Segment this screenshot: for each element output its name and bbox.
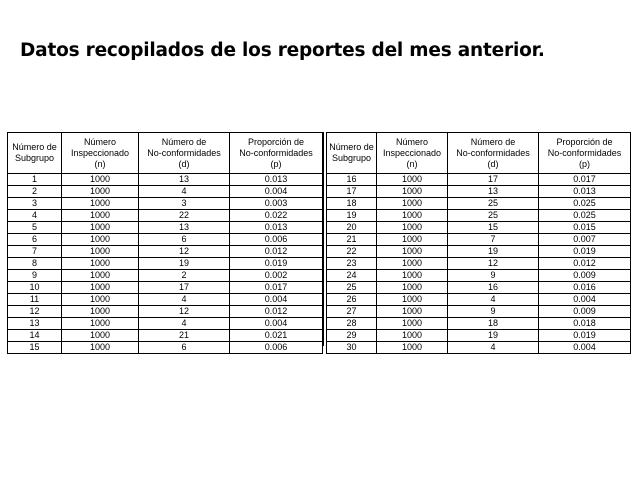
cell-subgroup: 17 bbox=[327, 186, 377, 198]
table-row bbox=[327, 246, 631, 258]
table-row bbox=[8, 174, 323, 186]
cell-subgroup: 18 bbox=[327, 198, 377, 210]
cell-inspected: 1000 bbox=[377, 342, 448, 354]
cell-proportion: 0.025 bbox=[539, 210, 631, 222]
table-row bbox=[8, 246, 323, 258]
header-subgroup: Número de Subgrupo bbox=[8, 133, 62, 174]
cell-inspected: 1000 bbox=[62, 294, 139, 306]
table-row bbox=[327, 234, 631, 246]
cell-proportion: 0.017 bbox=[230, 282, 323, 294]
header-inspected: Número Inspeccionado (n) bbox=[62, 133, 139, 174]
cell-nonconformities: 19 bbox=[448, 246, 539, 258]
cell-nonconformities: 17 bbox=[139, 282, 230, 294]
cell-subgroup: 28 bbox=[327, 318, 377, 330]
cell-subgroup: 21 bbox=[327, 234, 377, 246]
cell-subgroup: 10 bbox=[8, 282, 62, 294]
cell-nonconformities: 15 bbox=[448, 222, 539, 234]
cell-inspected: 1000 bbox=[62, 210, 139, 222]
header-proportion: Proporción de No-conformidades (p) bbox=[230, 133, 323, 174]
cell-subgroup: 3 bbox=[8, 198, 62, 210]
cell-nonconformities: 13 bbox=[139, 174, 230, 186]
cell-nonconformities: 25 bbox=[448, 210, 539, 222]
table-row bbox=[8, 330, 323, 342]
cell-subgroup: 5 bbox=[8, 222, 62, 234]
cell-proportion: 0.013 bbox=[230, 174, 323, 186]
cell-subgroup: 23 bbox=[327, 258, 377, 270]
cell-nonconformities: 6 bbox=[139, 234, 230, 246]
header-nonconformities: Número de No-conformidades (d) bbox=[448, 133, 539, 174]
cell-nonconformities: 19 bbox=[139, 258, 230, 270]
cell-subgroup: 16 bbox=[327, 174, 377, 186]
cell-inspected: 1000 bbox=[377, 174, 448, 186]
cell-nonconformities: 2 bbox=[139, 270, 230, 282]
cell-inspected: 1000 bbox=[62, 282, 139, 294]
cell-proportion: 0.013 bbox=[230, 222, 323, 234]
cell-inspected: 1000 bbox=[377, 186, 448, 198]
cell-subgroup: 12 bbox=[8, 306, 62, 318]
cell-subgroup: 22 bbox=[327, 246, 377, 258]
cell-inspected: 1000 bbox=[62, 270, 139, 282]
header-row bbox=[8, 133, 323, 174]
cell-subgroup: 25 bbox=[327, 282, 377, 294]
cell-inspected: 1000 bbox=[62, 186, 139, 198]
cell-proportion: 0.004 bbox=[230, 318, 323, 330]
cell-proportion: 0.003 bbox=[230, 198, 323, 210]
cell-proportion: 0.009 bbox=[539, 306, 631, 318]
table-row bbox=[327, 306, 631, 318]
cell-subgroup: 13 bbox=[8, 318, 62, 330]
cell-nonconformities: 12 bbox=[139, 246, 230, 258]
cell-inspected: 1000 bbox=[62, 246, 139, 258]
cell-subgroup: 8 bbox=[8, 258, 62, 270]
table-row bbox=[327, 210, 631, 222]
cell-inspected: 1000 bbox=[62, 342, 139, 354]
data-table-left bbox=[7, 132, 323, 354]
cell-subgroup: 11 bbox=[8, 294, 62, 306]
cell-nonconformities: 4 bbox=[139, 294, 230, 306]
cell-inspected: 1000 bbox=[62, 234, 139, 246]
table-row bbox=[8, 342, 323, 354]
header-row bbox=[327, 133, 631, 174]
cell-inspected: 1000 bbox=[377, 306, 448, 318]
table-row bbox=[8, 270, 323, 282]
cell-nonconformities: 13 bbox=[139, 222, 230, 234]
cell-proportion: 0.004 bbox=[230, 186, 323, 198]
cell-subgroup: 2 bbox=[8, 186, 62, 198]
cell-proportion: 0.002 bbox=[230, 270, 323, 282]
cell-inspected: 1000 bbox=[377, 210, 448, 222]
table-row bbox=[327, 258, 631, 270]
table-row bbox=[327, 294, 631, 306]
cell-proportion: 0.019 bbox=[539, 246, 631, 258]
table-row bbox=[8, 222, 323, 234]
cell-nonconformities: 4 bbox=[139, 186, 230, 198]
cell-nonconformities: 9 bbox=[448, 306, 539, 318]
cell-nonconformities: 22 bbox=[139, 210, 230, 222]
cell-nonconformities: 7 bbox=[448, 234, 539, 246]
cell-proportion: 0.012 bbox=[230, 246, 323, 258]
cell-inspected: 1000 bbox=[377, 258, 448, 270]
cell-subgroup: 24 bbox=[327, 270, 377, 282]
table-row bbox=[327, 270, 631, 282]
table-row bbox=[327, 330, 631, 342]
cell-inspected: 1000 bbox=[62, 222, 139, 234]
cell-proportion: 0.012 bbox=[539, 258, 631, 270]
table-row bbox=[327, 186, 631, 198]
cell-subgroup: 26 bbox=[327, 294, 377, 306]
table-row bbox=[327, 174, 631, 186]
cell-nonconformities: 19 bbox=[448, 330, 539, 342]
cell-proportion: 0.004 bbox=[230, 294, 323, 306]
table-row bbox=[8, 210, 323, 222]
cell-nonconformities: 6 bbox=[139, 342, 230, 354]
table-row bbox=[8, 234, 323, 246]
cell-subgroup: 20 bbox=[327, 222, 377, 234]
cell-subgroup: 15 bbox=[8, 342, 62, 354]
cell-inspected: 1000 bbox=[62, 318, 139, 330]
table-body-right bbox=[327, 174, 631, 354]
cell-nonconformities: 21 bbox=[139, 330, 230, 342]
table-row bbox=[327, 318, 631, 330]
cell-nonconformities: 4 bbox=[139, 318, 230, 330]
cell-inspected: 1000 bbox=[377, 270, 448, 282]
cell-inspected: 1000 bbox=[377, 246, 448, 258]
header-subgroup: Número de Subgrupo bbox=[327, 133, 377, 174]
cell-proportion: 0.007 bbox=[539, 234, 631, 246]
table-separator bbox=[323, 132, 324, 346]
cell-inspected: 1000 bbox=[377, 234, 448, 246]
cell-proportion: 0.019 bbox=[230, 258, 323, 270]
cell-proportion: 0.009 bbox=[539, 270, 631, 282]
cell-nonconformities: 17 bbox=[448, 174, 539, 186]
cell-nonconformities: 13 bbox=[448, 186, 539, 198]
cell-nonconformities: 4 bbox=[448, 342, 539, 354]
cell-proportion: 0.021 bbox=[230, 330, 323, 342]
cell-subgroup: 9 bbox=[8, 270, 62, 282]
cell-proportion: 0.018 bbox=[539, 318, 631, 330]
table-row bbox=[327, 222, 631, 234]
cell-inspected: 1000 bbox=[377, 318, 448, 330]
cell-inspected: 1000 bbox=[62, 306, 139, 318]
cell-subgroup: 6 bbox=[8, 234, 62, 246]
cell-proportion: 0.006 bbox=[230, 342, 323, 354]
cell-inspected: 1000 bbox=[377, 282, 448, 294]
cell-nonconformities: 16 bbox=[448, 282, 539, 294]
cell-subgroup: 30 bbox=[327, 342, 377, 354]
cell-proportion: 0.022 bbox=[230, 210, 323, 222]
cell-nonconformities: 4 bbox=[448, 294, 539, 306]
cell-subgroup: 29 bbox=[327, 330, 377, 342]
cell-nonconformities: 12 bbox=[139, 306, 230, 318]
table-row bbox=[8, 198, 323, 210]
data-table-right bbox=[326, 132, 631, 354]
cell-subgroup: 1 bbox=[8, 174, 62, 186]
cell-inspected: 1000 bbox=[377, 198, 448, 210]
cell-proportion: 0.004 bbox=[539, 294, 631, 306]
cell-inspected: 1000 bbox=[62, 330, 139, 342]
table-body-left bbox=[8, 174, 323, 354]
cell-proportion: 0.013 bbox=[539, 186, 631, 198]
table-row bbox=[8, 282, 323, 294]
page-title: Datos recopilados de los reportes del mes anterior. bbox=[20, 40, 545, 61]
table-row bbox=[8, 294, 323, 306]
table-row bbox=[327, 282, 631, 294]
cell-proportion: 0.016 bbox=[539, 282, 631, 294]
cell-nonconformities: 3 bbox=[139, 198, 230, 210]
cell-proportion: 0.006 bbox=[230, 234, 323, 246]
table-row bbox=[8, 258, 323, 270]
cell-inspected: 1000 bbox=[62, 198, 139, 210]
table-row bbox=[327, 198, 631, 210]
cell-proportion: 0.017 bbox=[539, 174, 631, 186]
cell-inspected: 1000 bbox=[377, 330, 448, 342]
header-nonconformities: Número de No-conformidades (d) bbox=[139, 133, 230, 174]
cell-inspected: 1000 bbox=[377, 222, 448, 234]
cell-proportion: 0.025 bbox=[539, 198, 631, 210]
cell-subgroup: 27 bbox=[327, 306, 377, 318]
table-row bbox=[8, 318, 323, 330]
cell-proportion: 0.015 bbox=[539, 222, 631, 234]
cell-inspected: 1000 bbox=[62, 258, 139, 270]
table-row bbox=[8, 186, 323, 198]
header-inspected: Número Inspeccionado (n) bbox=[377, 133, 448, 174]
cell-inspected: 1000 bbox=[377, 294, 448, 306]
table-row bbox=[327, 342, 631, 354]
cell-proportion: 0.004 bbox=[539, 342, 631, 354]
cell-subgroup: 7 bbox=[8, 246, 62, 258]
table-row bbox=[8, 306, 323, 318]
cell-proportion: 0.019 bbox=[539, 330, 631, 342]
header-proportion: Proporción de No-conformidades (p) bbox=[539, 133, 631, 174]
cell-nonconformities: 18 bbox=[448, 318, 539, 330]
cell-nonconformities: 12 bbox=[448, 258, 539, 270]
cell-nonconformities: 25 bbox=[448, 198, 539, 210]
cell-inspected: 1000 bbox=[62, 174, 139, 186]
cell-subgroup: 19 bbox=[327, 210, 377, 222]
cell-proportion: 0.012 bbox=[230, 306, 323, 318]
cell-subgroup: 4 bbox=[8, 210, 62, 222]
cell-nonconformities: 9 bbox=[448, 270, 539, 282]
cell-subgroup: 14 bbox=[8, 330, 62, 342]
